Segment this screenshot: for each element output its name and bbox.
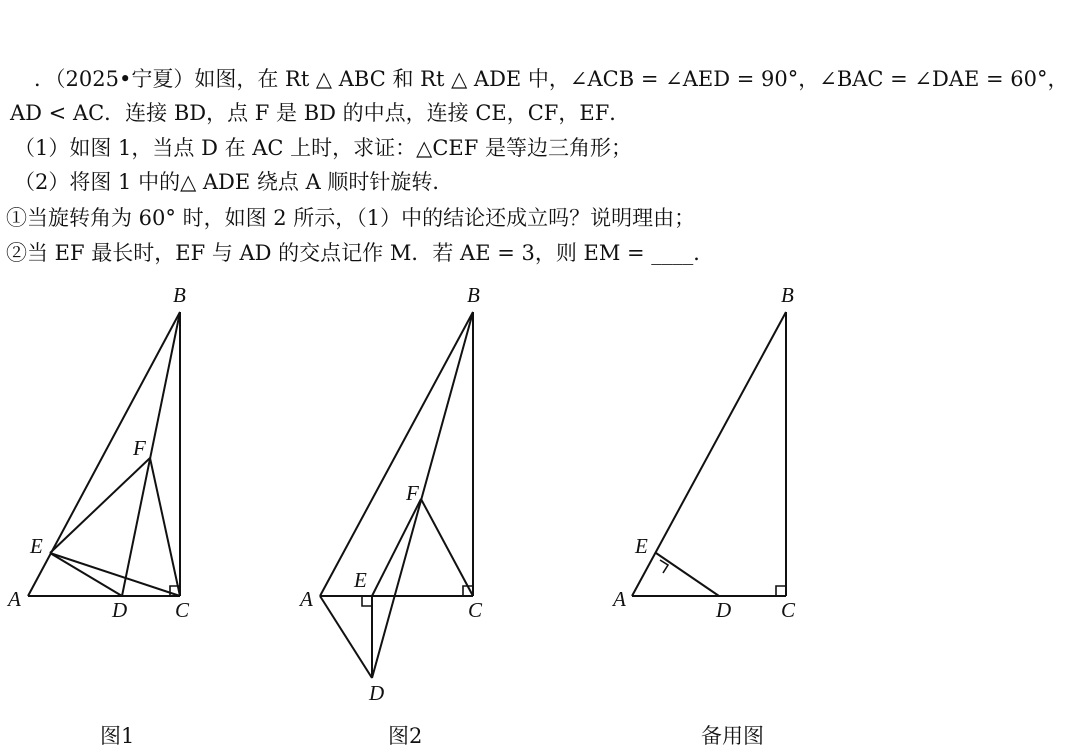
problem-line-2: AD < AC．连接 BD，点 F 是 BD 的中点，连接 CE，CF，EF． [10, 101, 631, 125]
problem-line-5: ①当旋转角为 60° 时，如图 2 所示，（1）中的结论还成立吗？说明理由； [6, 206, 696, 230]
fig2-label-D: D [369, 681, 385, 705]
fig2-label-E: E [354, 568, 367, 592]
fig2-label-F: F [406, 481, 419, 505]
problem-line-6: ②当 EF 最长时，EF 与 AD 的交点记作 M．若 AE = 3，则 EM = ____． [6, 241, 715, 265]
fig2-segment-DB [372, 312, 473, 678]
fig3-label-D: D [716, 598, 732, 622]
fig2-segment-EF [372, 499, 421, 596]
fig2-right-angle-mark-E [362, 596, 372, 606]
fig2-label-C: C [468, 598, 483, 622]
fig3-side-AB [632, 312, 786, 596]
fig2-segment-FC [421, 499, 473, 596]
fig1-label-E: E [30, 534, 43, 558]
fig3-right-angle-mark-C [776, 586, 786, 596]
problem-line-4: （2）将图 1 中的△ ADE 绕点 A 顺时针旋转． [14, 170, 454, 194]
fig1-label-F: F [133, 436, 146, 460]
fig1-segment-EF [50, 458, 150, 553]
fig1-label-D: D [112, 598, 128, 622]
figure-3 [611, 283, 796, 748]
figure-2 [298, 283, 483, 748]
fig1-segment-FC [150, 458, 180, 596]
fig2-label-B: B [467, 283, 480, 307]
fig1-label-A: A [8, 587, 21, 611]
fig3-label-A: A [613, 587, 626, 611]
figure-1 [6, 283, 190, 748]
problem-line-1: ．（2025•宁夏）如图，在 Rt △ ABC 和 Rt △ ADE 中，∠ACB = ∠AED = 90°，∠BAC = ∠DAE = 60°， [34, 67, 1069, 91]
fig3-label-C: C [781, 598, 796, 622]
fig3-segment-ED [656, 553, 719, 596]
problem-line-3: （1）如图 1，当点 D 在 AC 上时，求证：△CEF 是等边三角形； [14, 136, 632, 160]
fig2-label-A: A [300, 587, 313, 611]
fig1-caption: 图1 [100, 724, 135, 748]
fig3-right-angle-mark-E [660, 560, 668, 573]
fig2-segment-AD [320, 596, 372, 678]
fig1-label-C: C [175, 598, 190, 622]
fig2-caption: 图2 [388, 724, 423, 748]
fig1-label-B: B [173, 283, 186, 307]
fig1-segment-EC [50, 553, 180, 596]
fig3-caption: 备用图 [701, 724, 764, 748]
fig3-label-E: E [635, 534, 648, 558]
fig3-label-B: B [781, 283, 794, 307]
fig1-segment-ED [50, 553, 122, 596]
